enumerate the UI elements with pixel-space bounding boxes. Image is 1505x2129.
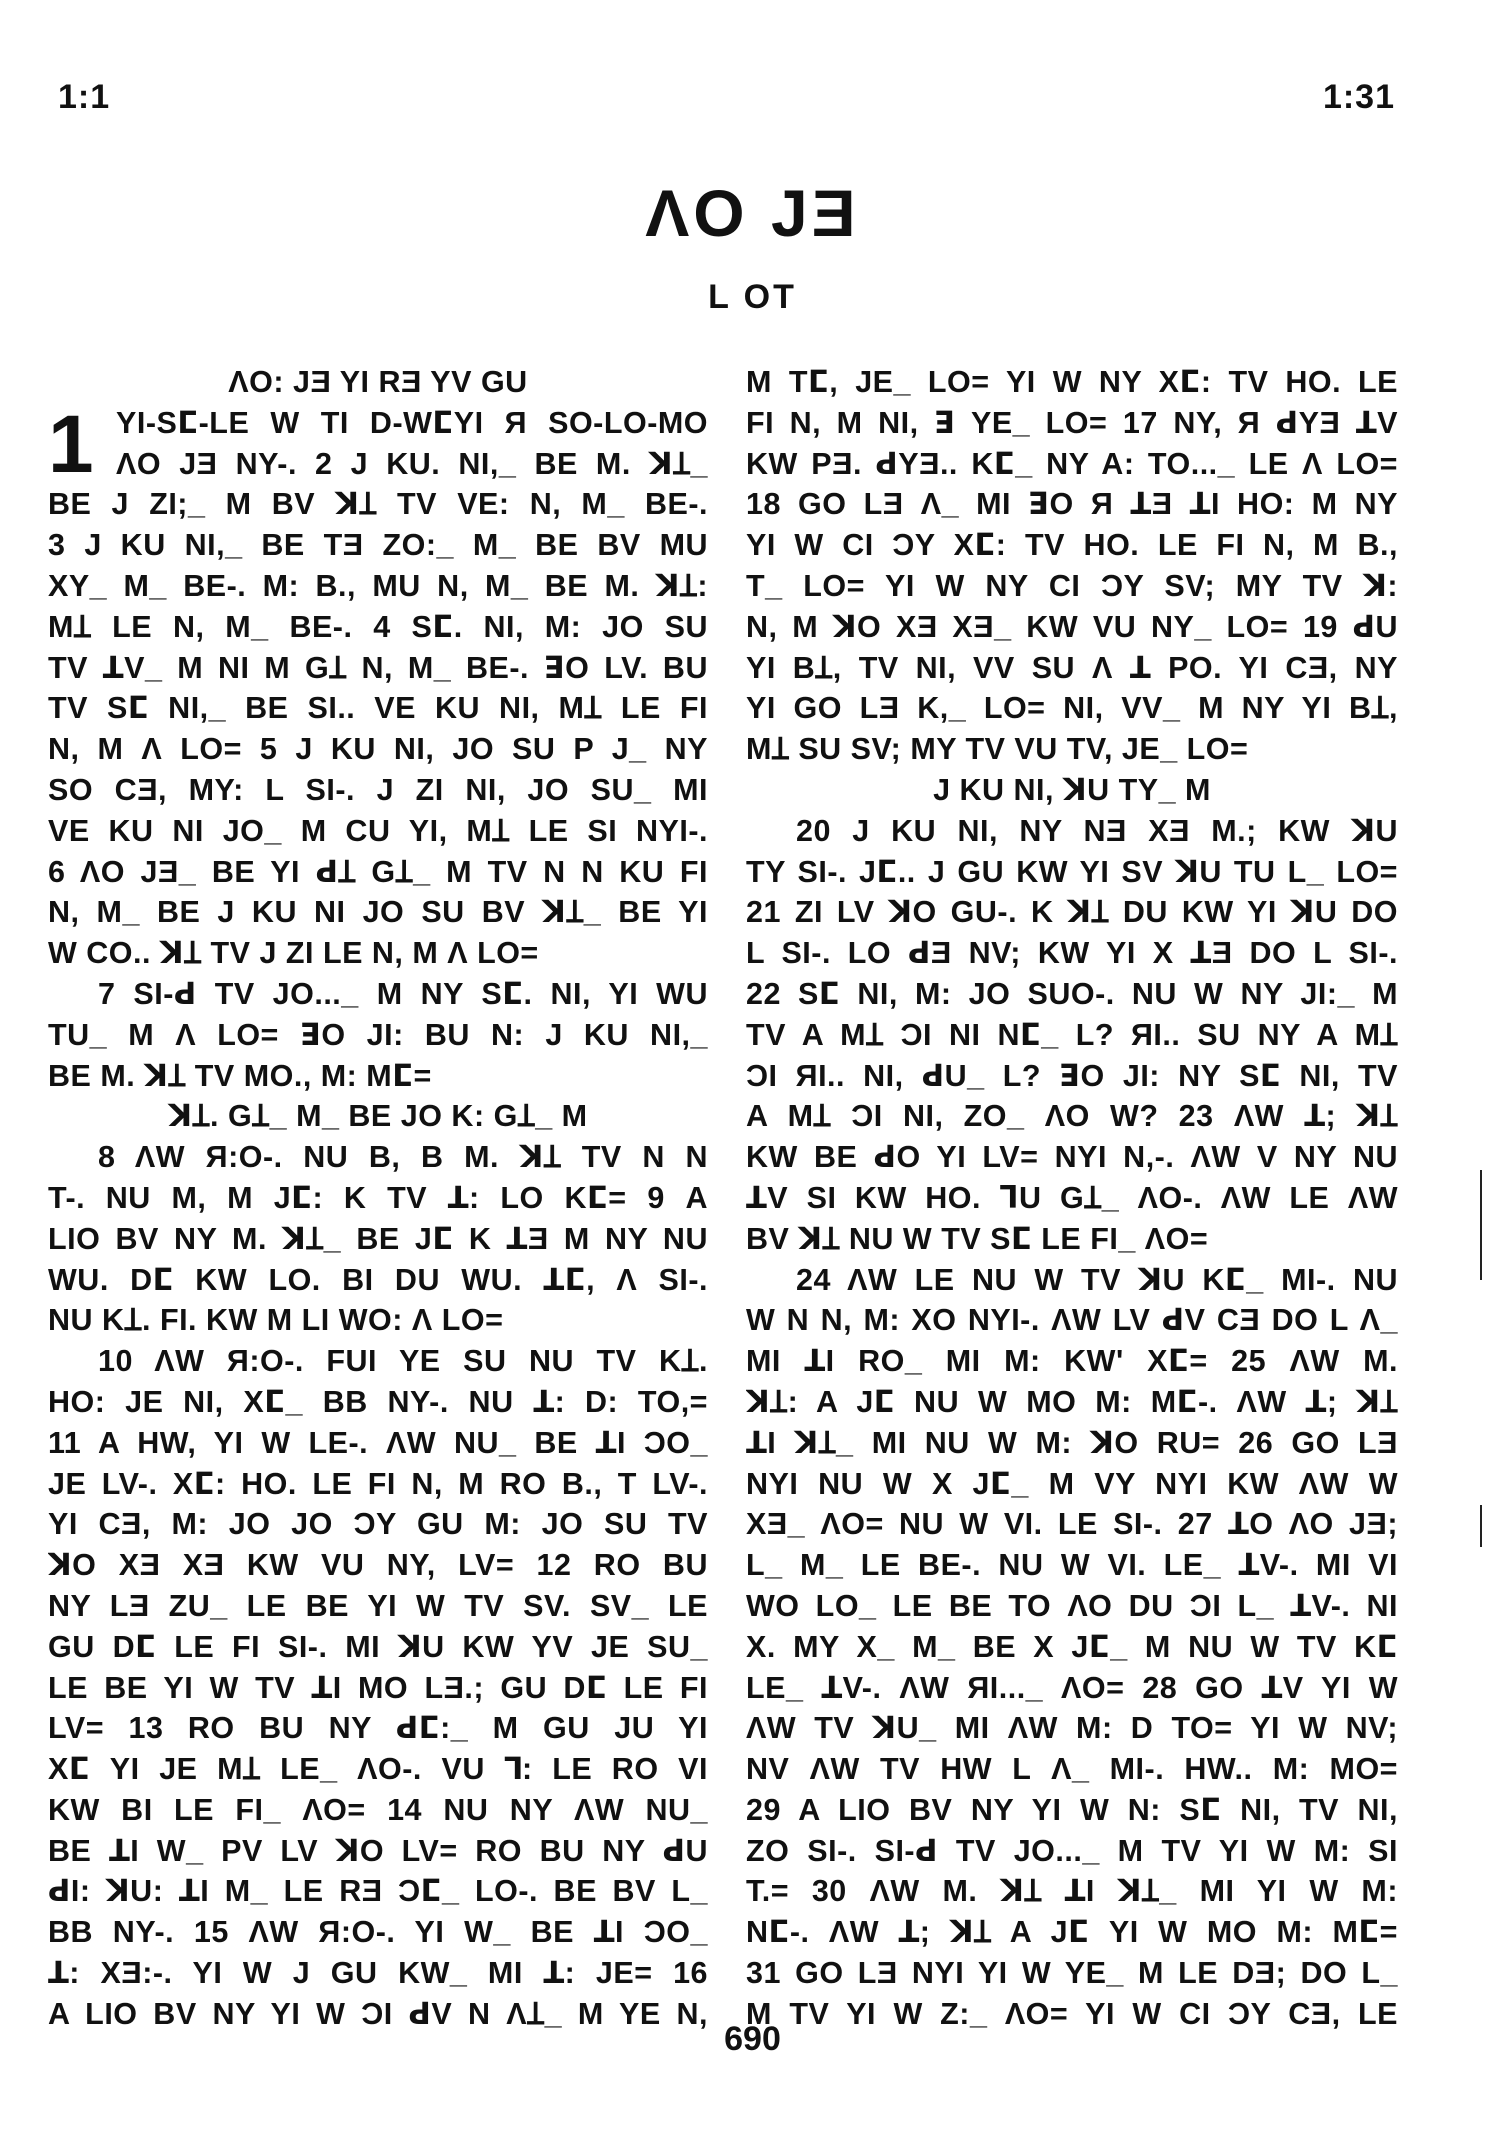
text-line: T_ LO= YI W NY CI ƆY SV; MY TV ꓘ: xyxy=(746,568,1398,603)
text-line: MI ꓕI RO_ MI M: KW' Xⵎ= 25 ΛW M. xyxy=(746,1344,1398,1379)
text-line: TU_ M Λ LO= ꓱO JI: BU N: J KU NI,_ xyxy=(48,1017,708,1052)
text-line: TV Sⵎ NI,_ BE SI.. VE KU NI, MꞱ LE FI xyxy=(48,691,708,726)
text-line: Xⵎ YI JE MꞱ LE_ ΛO-. VU ꓶ: LE RO VI xyxy=(48,1752,708,1787)
book-subtitle: L OT xyxy=(708,278,797,316)
text-line: HO: JE NI, Xⵎ_ BB NY-. NU ꓕ: D: TO,= xyxy=(48,1384,708,1419)
text-line: ꓘꞱ: A Jⵎ NU W MO M: Mⵎ-. ΛW ꓕ; ꓘꞱ xyxy=(746,1384,1398,1419)
text-line: ꓒI: ꓘU: ꓕI M_ LE RƎ Ɔⵎ_ LO-. BE BV L_ xyxy=(48,1874,708,1909)
text-line: FI N, M NI, ꓱ YE_ LO= 17 NY, Я ꓒYƎ ꓕV xyxy=(746,405,1398,440)
text-line: NV ΛW TV HW L Λ_ MI-. HW.. M: MO= xyxy=(746,1752,1398,1787)
left-column xyxy=(48,362,708,2035)
text-line: 18 GO LƎ Λ_ MI ꓱO Я ꓕƎ ꓕI HO: M NY xyxy=(746,487,1398,522)
text-line: YI GO LƎ K,_ LO= NI, VV_ M NY YI BꞱ, xyxy=(746,691,1398,726)
text-line: XY_ M_ BE-. M: B., MU N, M_ BE M. ꓘꞱ: xyxy=(48,568,708,603)
text-line: YI BꞱ, TV NI, VV SU Λ ꓕ PO. YI CƎ, NY xyxy=(746,650,1398,685)
text-line: N, M Λ LO= 5 J KU NI, JO SU P J_ NY xyxy=(48,732,708,767)
text-line: T.= 30 ΛW M. ꓘꞱ ꓕI ꓘꞱ_ MI YI W M: xyxy=(746,1874,1398,1909)
text-line: 20 J KU NI, NY NƎ XƎ M.; KW ꓘU xyxy=(796,813,1398,848)
section-heading: ꓘꞱ. GꞱ_ M_ BE JO K: GꞱ_ M xyxy=(168,1099,588,1134)
text-line: BV ꓘꞱ NU W TV Sⵎ LE FI_ ΛO= xyxy=(746,1221,1209,1256)
text-line: KW BE ꓒO YI LV= NYI N,-. ΛW V NY NU xyxy=(746,1140,1398,1175)
text-line: KW BI LE FI_ ΛO= 14 NU NY ΛW NU_ xyxy=(48,1792,708,1827)
text-line: LV= 13 RO BU NY ꓒⵎ:_ M GU JU YI xyxy=(48,1711,708,1746)
text-line: YI-Sⵎ-LE W TI D-WⵎYI Я SO-LO-MO xyxy=(116,405,708,440)
text-line: ꓕI ꓘꞱ_ MI NU W M: ꓘO RU= 26 GO LƎ xyxy=(746,1425,1398,1460)
chapter-verse-ref-left: 1:1 xyxy=(58,78,111,116)
text-line: X. MY X_ M_ BE X Jⵎ_ M NU W TV Kⵎ xyxy=(746,1629,1398,1664)
text-line: TY SI-. Jⵎ.. J GU KW YI SV ꓘU TU L_ LO= xyxy=(746,854,1398,889)
text-line: 3 J KU NI,_ BE TƎ ZO:_ M_ BE BV MU xyxy=(48,528,708,563)
text-line: W N N, M: XO NYI-. ΛW LV ꓒV CƎ DO L Λ_ xyxy=(746,1303,1398,1338)
text-line: NY LƎ ZU_ LE BE YI W TV SV. SV_ LE xyxy=(48,1588,708,1623)
text-line: BB NY-. 15 ΛW Я:O-. YI W_ BE ꓕI ƆO_ xyxy=(48,1915,708,1950)
text-line: SO CƎ, MY: L SI-. J ZI NI, JO SU_ MI xyxy=(48,772,708,807)
text-line: A LIO BV NY YI W ƆI ꓒV N ΛꞱ_ M YE N, xyxy=(48,1996,708,2031)
text-line: ꓘO XƎ XƎ KW VU NY, LV= 12 RO BU xyxy=(48,1548,708,1583)
text-line: 10 ΛW Я:O-. FUI YE SU NU TV KꞱ. xyxy=(98,1344,708,1379)
chapter-verse-ref-right: 1:31 xyxy=(1322,78,1395,116)
margin-rule xyxy=(1480,1170,1482,1280)
section-heading: J KU NI, ꓘU TY_ M xyxy=(933,772,1211,807)
text-line: LE BE YI W TV ꓕI MO LƎ.; GU Dⵎ LE FI xyxy=(48,1670,708,1705)
text-line: M TV YI W Z:_ ΛO= YI W CI ƆY CƎ, LE xyxy=(746,1996,1398,2031)
text-line: MꞱ LE N, M_ BE-. 4 Sⵎ. NI, M: JO SU xyxy=(48,609,708,644)
margin-rule xyxy=(1480,1505,1482,1547)
text-line: T-. NU M, M Jⵎ: K TV ꓕ: LO Kⵎ= 9 A xyxy=(48,1180,708,1215)
text-line: BE J ZI;_ M BV ꓘꞱ TV VE: N, M_ BE-. xyxy=(48,487,708,522)
right-column xyxy=(746,362,1398,2035)
text-line: W CO.. ꓘꞱ TV J ZI LE N, M Λ LO= xyxy=(48,936,539,971)
text-line: ΛW TV ꓘU_ MI ΛW M: D TO= YI W NV; xyxy=(746,1711,1398,1746)
page-number: 690 xyxy=(724,2020,781,2058)
text-line: TV A MꞱ ƆI NI Nⵎ_ L? ЯI.. SU NY A MꞱ xyxy=(746,1017,1398,1052)
text-line: YI CƎ, M: JO JO ƆY GU M: JO SU TV xyxy=(48,1507,708,1542)
text-line: YI W CI ƆY Xⵎ: TV HO. LE FI N, M B., xyxy=(746,528,1398,563)
text-line: LIO BV NY M. ꓘꞱ_ BE Jⵎ K ꓕƎ M NY NU xyxy=(48,1221,708,1256)
text-line: WO LO_ LE BE TO ΛO DU ƆI L_ ꓕV-. NI xyxy=(746,1588,1398,1623)
text-line: A MꞱ ƆI NI, ZO_ ΛO W? 23 ΛW ꓕ; ꓘꞱ xyxy=(746,1099,1398,1134)
text-line: MꞱ SU SV; MY TV VU TV, JE_ LO= xyxy=(746,732,1249,767)
section-heading: ΛO: JƎ YI RƎ YV GU xyxy=(228,365,528,399)
text-line: LE_ ꓕV-. ΛW ЯI..._ ΛO= 28 GO ꓕV YI W xyxy=(746,1670,1398,1705)
text-line: NU KꞱ. FI. KW M LI WO: Λ LO= xyxy=(48,1303,504,1338)
text-line: 22 Sⵎ NI, M: JO SUO-. NU W NY JI:_ M xyxy=(746,976,1398,1011)
text-line: WU. Dⵎ KW LO. BI DU WU. ꓕⵎ, Λ SI-. xyxy=(48,1262,708,1297)
text-line: VE KU NI JO_ M CU YI, MꞱ LE SI NYI-. xyxy=(48,813,708,848)
text-line: 29 A LIO BV NY YI W N: Sⵎ NI, TV NI, xyxy=(746,1792,1398,1827)
text-line: BE ꓕI W_ PV LV ꓘO LV= RO BU NY ꓒU xyxy=(48,1833,708,1868)
text-line: M Tⵎ, JE_ LO= YI W NY Xⵎ: TV HO. LE xyxy=(746,365,1398,399)
text-line: 6 ΛO JƎ_ BE YI ꓒꞱ GꞱ_ M TV N N KU FI xyxy=(48,854,708,889)
chapter-start xyxy=(48,398,708,490)
text-line: BE M. ꓘꞱ TV MO., M: Mⵎ= xyxy=(48,1058,432,1093)
text-line: L SI-. LO ꓒƎ NV; KW YI X ꓕƎ DO L SI-. xyxy=(746,936,1398,971)
text-line: GU Dⵎ LE FI SI-. MI ꓘU KW YV JE SU_ xyxy=(48,1629,708,1664)
text-line: TV ꓕV_ M NI M GꞱ N, M_ BE-. ꓱO LV. BU xyxy=(48,650,708,685)
text-line: JE LV-. Xⵎ: HO. LE FI N, M RO B., T LV-. xyxy=(48,1466,708,1501)
text-line: ꓕV SI KW HO. ᒣU GꞱ_ ΛO-. ΛW LE ΛW xyxy=(746,1180,1398,1215)
text-line: KW PƎ. ꓒYƎ.. Kⵎ_ NY A: TO..._ LE Λ LO= xyxy=(746,446,1398,481)
text-line: 24 ΛW LE NU W TV ꓘU Kⵎ_ MI-. NU xyxy=(796,1262,1398,1297)
text-line: 21 ZI LV ꓘO GU-. K ꓘꞱ DU KW YI ꓘU DO xyxy=(746,895,1398,930)
text-line: 31 GO LƎ NYI YI W YE_ M LE DƎ; DO L_ xyxy=(746,1956,1398,1991)
text-line: N, M_ BE J KU NI JO SU BV ꓘꞱ_ BE YI xyxy=(48,895,708,930)
text-line: NYI NU W X Jⵎ_ M VY NYI KW ΛW W xyxy=(746,1466,1398,1501)
text-line: XƎ_ ΛO= NU W VI. LE SI-. 27 ꓕO ΛO JƎ; xyxy=(746,1507,1398,1542)
text-line: L_ M_ LE BE-. NU W VI. LE_ ꓕV-. MI VI xyxy=(746,1548,1398,1583)
text-line: Nⵎ-. ΛW ꓕ; ꓘꞱ A Jⵎ YI W MO M: Mⵎ= xyxy=(746,1915,1398,1950)
text-line: ZO SI-. SI-ꓒ TV JO..._ M TV YI W M: SI xyxy=(746,1833,1398,1868)
text-line: ΛO JƎ NY-. 2 J KU. NI,_ BE M. ꓘꞱ_ xyxy=(116,446,708,481)
book-title: ΛO JƎ xyxy=(645,176,860,250)
text-line: ꓕ: XƎ:-. YI W J GU KW_ MI ꓕ: JE= 16 xyxy=(48,1956,708,1991)
chapter-number-dropcap: 1 xyxy=(48,398,95,490)
text-line: N, M ꓘO XƎ XƎ_ KW VU NY_ LO= 19 ꓒU xyxy=(746,609,1398,644)
text-line: ƆI ЯI.. NI, ꓒU_ L? ꓱO JI: NY Sⵎ NI, TV xyxy=(746,1058,1398,1093)
text-line: 11 A HW, YI W LE-. ΛW NU_ BE ꓕI ƆO_ xyxy=(48,1425,708,1460)
text-line: 8 ΛW Я:O-. NU B, B M. ꓘꞱ TV N N xyxy=(98,1140,708,1175)
text-line: 7 SI-ꓒ TV JO..._ M NY Sⵎ. NI, YI WU xyxy=(98,976,708,1011)
